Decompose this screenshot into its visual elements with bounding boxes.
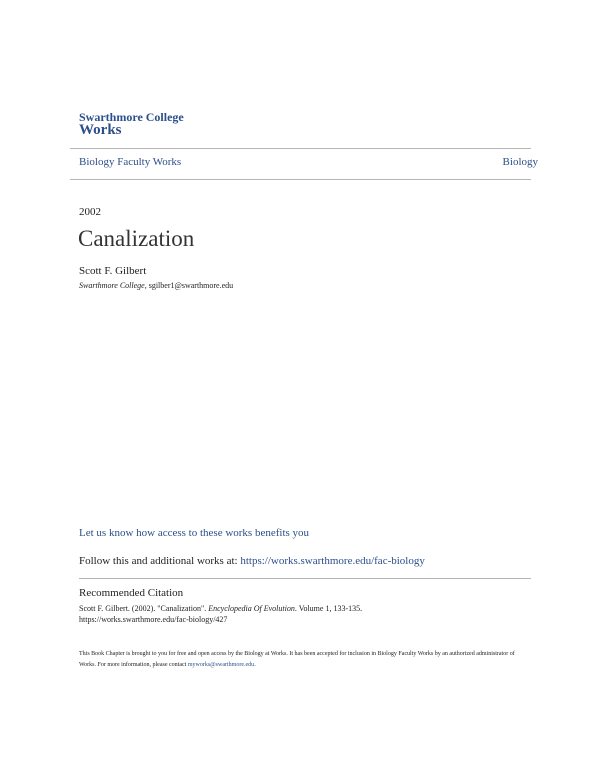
citation-journal: Encyclopedia Of Evolution xyxy=(208,604,295,613)
brand-college: Swarthmore College xyxy=(79,110,184,124)
author-affiliation xyxy=(79,281,233,290)
page-title: Canalization xyxy=(78,226,195,251)
collection-url-link[interactable]: https://works.swarthmore.edu/fac-biology xyxy=(240,555,425,567)
citation-prefix: Scott F. Gilbert. (2002). "Canalization". xyxy=(79,604,209,613)
affiliation-name: Swarthmore College xyxy=(79,281,145,290)
contact-email-link[interactable]: myworks@swarthmore.edu xyxy=(187,662,255,668)
citation-text xyxy=(79,603,499,625)
author-email: , sgilber1@swarthmore.edu xyxy=(144,281,234,290)
footer-text: This Book Chapter is brought to you for free and open access by the Biology at Works. It has been accepted for inclusion in Biology Faculty Works by an authorized administrator of Works. For more information, please contact xyxy=(79,651,515,668)
publication-year: 2002 xyxy=(79,206,101,218)
department-link[interactable]: Biology xyxy=(502,156,538,168)
brand-works: Works xyxy=(79,122,122,138)
divider-citation xyxy=(79,578,531,579)
divider-top xyxy=(70,148,531,149)
footer-notice xyxy=(79,649,529,671)
citation-url-link[interactable]: https://works.swarthmore.edu/fac-biology/427 xyxy=(79,615,228,624)
divider-nav xyxy=(70,179,531,180)
access-feedback-link[interactable]: Let us know how access to these works benefits you xyxy=(79,527,310,539)
collection-link[interactable]: Biology Faculty Works xyxy=(79,156,182,168)
citation-suffix: . Volume 1, 133-135. xyxy=(294,604,363,613)
footer-end: . xyxy=(254,662,256,668)
author-name: Scott F. Gilbert xyxy=(79,265,147,277)
citation-heading: Recommended Citation xyxy=(79,587,184,599)
follow-line xyxy=(79,555,425,567)
follow-label: Follow this and additional works at: xyxy=(79,555,241,567)
